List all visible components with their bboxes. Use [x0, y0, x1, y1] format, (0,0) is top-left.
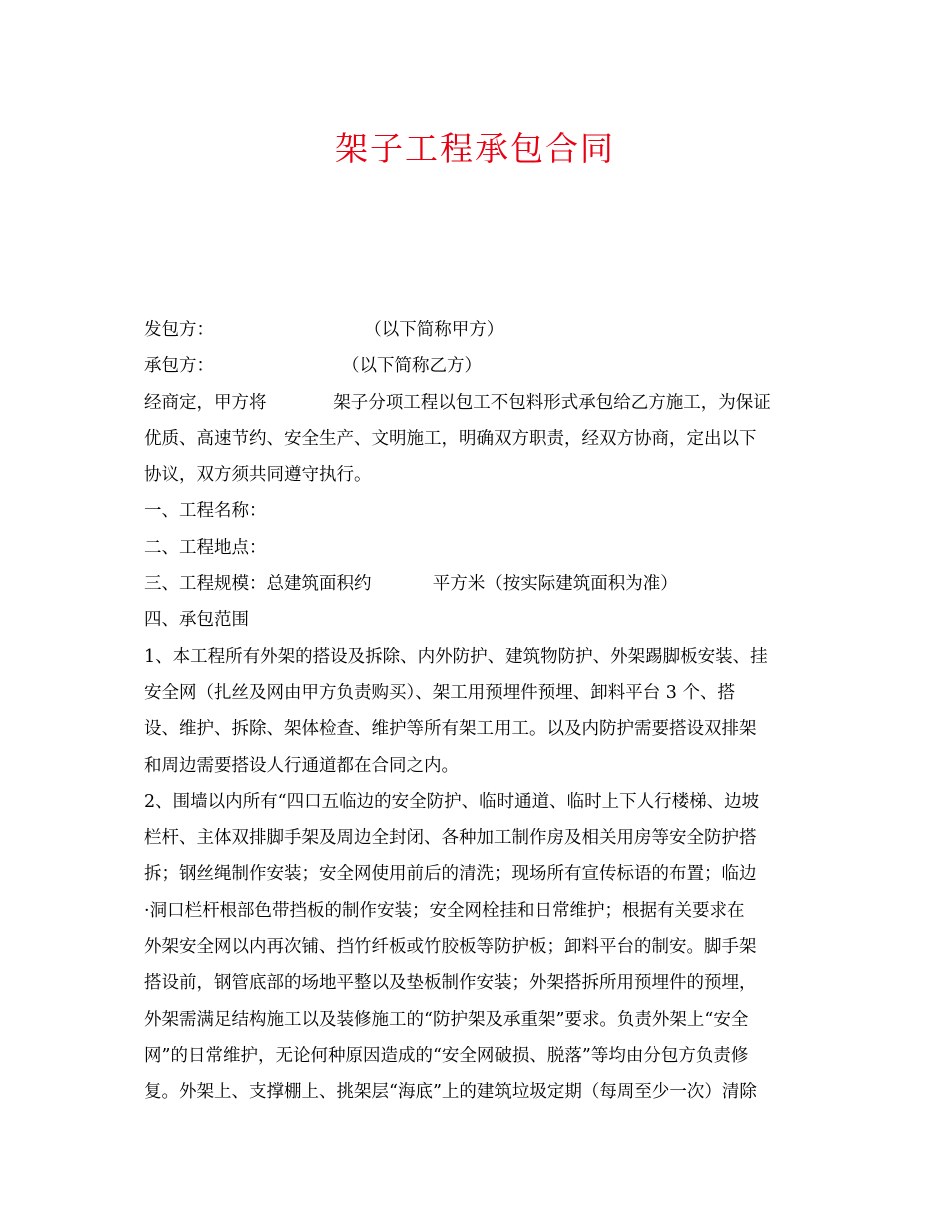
text-line: 搭设前，钢管底部的场地平整以及垫板制作安装；外架搭拆所用预埋件的预埋，: [144, 973, 757, 994]
text-line: 1、本工程所有外架的搭设及拆除、内外防护、建筑物防护、外架踢脚板安装、挂: [144, 646, 768, 667]
text-line: 一、工程名称：: [144, 501, 267, 522]
text-line: 四、承包范围: [144, 610, 249, 631]
text-line: 三、工程规模：总建筑面积约 平方米（按实际建筑面积为准）: [144, 574, 678, 595]
text-line: 2、围墙以内所有“四口五临边的安全防护、临时通道、临时上下人行楼梯、边坡: [144, 791, 760, 812]
contract-body: [144, 312, 810, 1111]
text-line: 外架安全网以内再次铺、挡竹纤板或竹胶板等防护板；卸料平台的制安。脚手架: [144, 937, 757, 958]
text-line: 外架需满足结构施工以及装修施工的“防护架及承重架”要求。负责外架上“安全: [144, 1009, 749, 1030]
text-line: 安全网（扎丝及网由甲方负责购买）、架工用预埋件预埋、卸料平台 3 个、搭: [144, 682, 736, 703]
text-line: 栏杆、主体双排脚手架及周边全封闭、各种加工制作房及相关用房等安全防护搭: [144, 828, 757, 849]
text-line: 发包方： （以下简称甲方）: [144, 320, 505, 340]
text-line: 二、工程地点：: [144, 537, 267, 558]
text-line: 设、维护、拆除、架体检查、维护等所有架工用工。以及内防护需要搭设双排架: [144, 719, 757, 740]
text-line: 复。外架上、支撑棚上、挑架层“海底”上的建筑垃圾定期（每周至少一次）清除: [144, 1082, 757, 1103]
text-line: 协议，双方须共同遵守执行。: [144, 465, 372, 486]
text-line: 优质、高速节约、安全生产、文明施工，明确双方职责，经双方协商，定出以下: [144, 428, 757, 449]
text-line: 和周边需要搭设人行通道都在合同之内。: [144, 755, 459, 776]
text-line: ·洞口栏杆根部色带挡板的制作安装；安全网栓挂和日常维护；根据有关要求在: [144, 900, 745, 921]
page-title: 架子工程承包合同: [335, 129, 615, 168]
text-line: 拆；钢丝绳制作安装；安全网使用前后的清洗；现场所有宣传标语的布置；临边: [144, 864, 757, 885]
text-line: 承包方： （以下简称乙方）: [144, 356, 482, 377]
text-line: 网”的日常维护，无论何种原因造成的“安全网破损、脱落”等均由分包方负责修: [144, 1045, 749, 1066]
text-line: 经商定，甲方将 架子分项工程以包工不包料形式承包给乙方施工，为保证: [144, 392, 771, 413]
